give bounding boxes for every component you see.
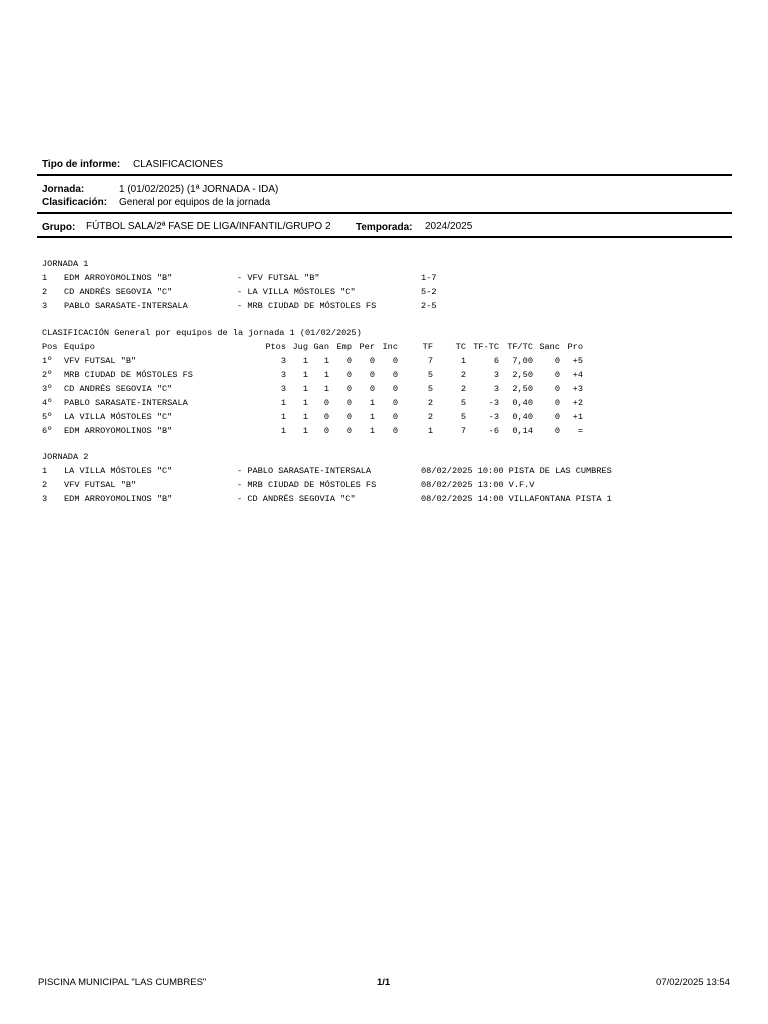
cell-per: 1 — [369, 398, 375, 408]
cell-equipo: CD ANDRÉS SEGOVIA "C" — [64, 384, 173, 394]
cell-emp: 0 — [346, 426, 352, 436]
cell-inc: 0 — [392, 398, 398, 408]
match-number: 2 — [42, 480, 48, 490]
report-type-value: CLASIFICACIONES — [133, 159, 224, 170]
cell-tftc: 3 — [493, 370, 499, 380]
cell-inc: 0 — [392, 426, 398, 436]
cell-emp: 0 — [346, 370, 352, 380]
match-number: 1 — [42, 466, 48, 476]
footer-page: 1/1 — [377, 977, 391, 988]
divider — [37, 236, 732, 238]
cell-ptos: 3 — [280, 384, 286, 394]
col-header-tfdivtc: TF/TC — [507, 342, 533, 352]
cell-pos: 3º — [42, 384, 53, 394]
cell-tc: 5 — [460, 398, 466, 408]
cell-jug: 1 — [302, 398, 308, 408]
temporada-value: 2024/2025 — [425, 221, 473, 232]
home-team: VFV FUTSAL "B" — [64, 480, 137, 490]
grupo-value: FÚTBOL SALA/2ª FASE DE LIGA/INFANTIL/GRUPO 2 — [86, 221, 331, 232]
away-team: - MRB CIUDAD DE MÓSTOLES FS — [237, 480, 377, 490]
standings-header-row — [42, 341, 742, 353]
standings-title: CLASIFICACIÓN General por equipos de la jornada 1 (01/02/2025) — [42, 328, 362, 338]
cell-gan: 1 — [323, 356, 329, 366]
cell-per: 0 — [369, 356, 375, 366]
table-row — [42, 383, 742, 395]
home-team: EDM ARROYOMOLINOS "B" — [64, 494, 173, 504]
cell-tf: 2 — [427, 398, 433, 408]
cell-gan: 1 — [323, 370, 329, 380]
divider — [37, 174, 732, 176]
match-result: 2-5 — [421, 301, 437, 311]
match-row — [42, 493, 742, 505]
match-info: 08/02/2025 13:00 V.F.V — [421, 480, 535, 490]
cell-ptos: 3 — [280, 356, 286, 366]
cell-gan: 0 — [323, 412, 329, 422]
cell-pos: 2º — [42, 370, 53, 380]
footer-timestamp: 07/02/2025 13:54 — [656, 977, 730, 988]
cell-tf: 1 — [427, 426, 433, 436]
cell-tftc: -6 — [488, 426, 499, 436]
cell-tc: 5 — [460, 412, 466, 422]
match-row — [42, 465, 742, 477]
cell-emp: 0 — [346, 398, 352, 408]
cell-tf: 5 — [427, 370, 433, 380]
cell-jug: 1 — [302, 356, 308, 366]
cell-equipo: PABLO SARASATE-INTERSALA — [64, 398, 188, 408]
cell-tfdivtc: 0,40 — [512, 398, 533, 408]
cell-pro: +3 — [572, 384, 583, 394]
cell-ptos: 1 — [280, 398, 286, 408]
cell-tfdivtc: 0,14 — [512, 426, 533, 436]
clasificacion-label: Clasificación: — [42, 197, 108, 208]
match-row — [42, 272, 742, 284]
cell-per: 0 — [369, 384, 375, 394]
jornada2-title: JORNADA 2 — [42, 452, 89, 462]
home-team: CD ANDRÉS SEGOVIA "C" — [64, 287, 173, 297]
cell-pro: +5 — [572, 356, 583, 366]
cell-emp: 0 — [346, 412, 352, 422]
cell-tfdivtc: 7,00 — [512, 356, 533, 366]
cell-tfdivtc: 0,40 — [512, 412, 533, 422]
away-team: - VFV FUTSAL "B" — [237, 273, 320, 283]
col-header-sanc: Sanc — [539, 342, 560, 352]
cell-sanc: 0 — [554, 356, 560, 366]
col-header-tc: TC — [455, 342, 466, 352]
col-header-ptos: Ptos — [265, 342, 286, 352]
cell-pos: 1º — [42, 356, 53, 366]
cell-jug: 1 — [302, 412, 308, 422]
cell-per: 0 — [369, 370, 375, 380]
cell-sanc: 0 — [554, 426, 560, 436]
cell-pos: 6º — [42, 426, 53, 436]
cell-tfdivtc: 2,50 — [512, 384, 533, 394]
cell-tftc: -3 — [488, 398, 499, 408]
cell-pro: +1 — [572, 412, 583, 422]
match-number: 3 — [42, 301, 48, 311]
cell-gan: 0 — [323, 398, 329, 408]
cell-tftc: 6 — [493, 356, 499, 366]
col-header-tftc: TF-TC — [473, 342, 499, 352]
match-result: 1-7 — [421, 273, 437, 283]
col-header-equipo: Equipo — [64, 342, 95, 352]
cell-tf: 2 — [427, 412, 433, 422]
col-header-pro: Pro — [567, 342, 583, 352]
cell-emp: 0 — [346, 356, 352, 366]
cell-jug: 1 — [302, 384, 308, 394]
home-team: PABLO SARASATE-INTERSALA — [64, 301, 188, 311]
col-header-emp: Emp — [336, 342, 352, 352]
away-team: - MRB CIUDAD DE MÓSTOLES FS — [237, 301, 377, 311]
col-header-inc: Inc — [382, 342, 398, 352]
col-header-tf: TF — [422, 342, 433, 352]
cell-tf: 5 — [427, 384, 433, 394]
footer-venue: PISCINA MUNICIPAL "LAS CUMBRES" — [38, 977, 207, 988]
cell-ptos: 1 — [280, 412, 286, 422]
report-type-label: Tipo de informe: — [42, 159, 121, 170]
cell-sanc: 0 — [554, 384, 560, 394]
cell-pro: +2 — [572, 398, 583, 408]
cell-tf: 7 — [427, 356, 433, 366]
cell-sanc: 0 — [554, 370, 560, 380]
grupo-label: Grupo: — [42, 222, 76, 233]
cell-gan: 0 — [323, 426, 329, 436]
match-result: 5-2 — [421, 287, 437, 297]
cell-per: 1 — [369, 426, 375, 436]
match-row — [42, 286, 742, 298]
table-row — [42, 397, 742, 409]
cell-pro: +4 — [572, 370, 583, 380]
cell-tftc: -3 — [488, 412, 499, 422]
cell-jug: 1 — [302, 370, 308, 380]
cell-equipo: LA VILLA MÓSTOLES "C" — [64, 412, 173, 422]
divider — [37, 212, 732, 214]
cell-ptos: 1 — [280, 426, 286, 436]
match-info: 08/02/2025 14:00 VILLAFONTANA PISTA 1 — [421, 494, 612, 504]
cell-pos: 5º — [42, 412, 53, 422]
cell-inc: 0 — [392, 384, 398, 394]
cell-pos: 4º — [42, 398, 53, 408]
match-number: 1 — [42, 273, 48, 283]
jornada-value: 1 (01/02/2025) (1ª JORNADA - IDA) — [119, 184, 279, 195]
match-number: 3 — [42, 494, 48, 504]
cell-sanc: 0 — [554, 398, 560, 408]
clasificacion-value: General por equipos de la jornada — [119, 197, 271, 208]
cell-equipo: EDM ARROYOMOLINOS "B" — [64, 426, 173, 436]
cell-equipo: MRB CIUDAD DE MÓSTOLES FS — [64, 370, 193, 380]
cell-tc: 2 — [460, 370, 466, 380]
away-team: - CD ANDRÉS SEGOVIA "C" — [237, 494, 356, 504]
cell-gan: 1 — [323, 384, 329, 394]
col-header-gan: Gan — [313, 342, 329, 352]
jornada1-title: JORNADA 1 — [42, 259, 89, 269]
table-row — [42, 369, 742, 381]
cell-tftc: 3 — [493, 384, 499, 394]
table-row — [42, 425, 742, 437]
cell-emp: 0 — [346, 384, 352, 394]
cell-ptos: 3 — [280, 370, 286, 380]
jornada-label: Jornada: — [42, 184, 85, 195]
cell-jug: 1 — [302, 426, 308, 436]
away-team: - PABLO SARASATE-INTERSALA — [237, 466, 372, 476]
cell-equipo: VFV FUTSAL "B" — [64, 356, 137, 366]
cell-inc: 0 — [392, 412, 398, 422]
match-row — [42, 479, 742, 491]
cell-inc: 0 — [392, 370, 398, 380]
away-team: - LA VILLA MÓSTOLES "C" — [237, 287, 356, 297]
cell-sanc: 0 — [554, 412, 560, 422]
cell-per: 1 — [369, 412, 375, 422]
cell-tc: 7 — [460, 426, 466, 436]
match-number: 2 — [42, 287, 48, 297]
cell-tc: 1 — [460, 356, 466, 366]
cell-tfdivtc: 2,50 — [512, 370, 533, 380]
cell-pro: = — [577, 426, 583, 436]
table-row — [42, 411, 742, 423]
match-info: 08/02/2025 10:00 PISTA DE LAS CUMBRES — [421, 466, 612, 476]
cell-tc: 2 — [460, 384, 466, 394]
col-header-pos: Pos — [42, 342, 58, 352]
temporada-label: Temporada: — [356, 222, 413, 233]
cell-inc: 0 — [392, 356, 398, 366]
home-team: LA VILLA MÓSTOLES "C" — [64, 466, 173, 476]
col-header-jug: Jug — [292, 342, 308, 352]
home-team: EDM ARROYOMOLINOS "B" — [64, 273, 173, 283]
match-row — [42, 300, 742, 312]
col-header-per: Per — [359, 342, 375, 352]
table-row — [42, 355, 742, 367]
